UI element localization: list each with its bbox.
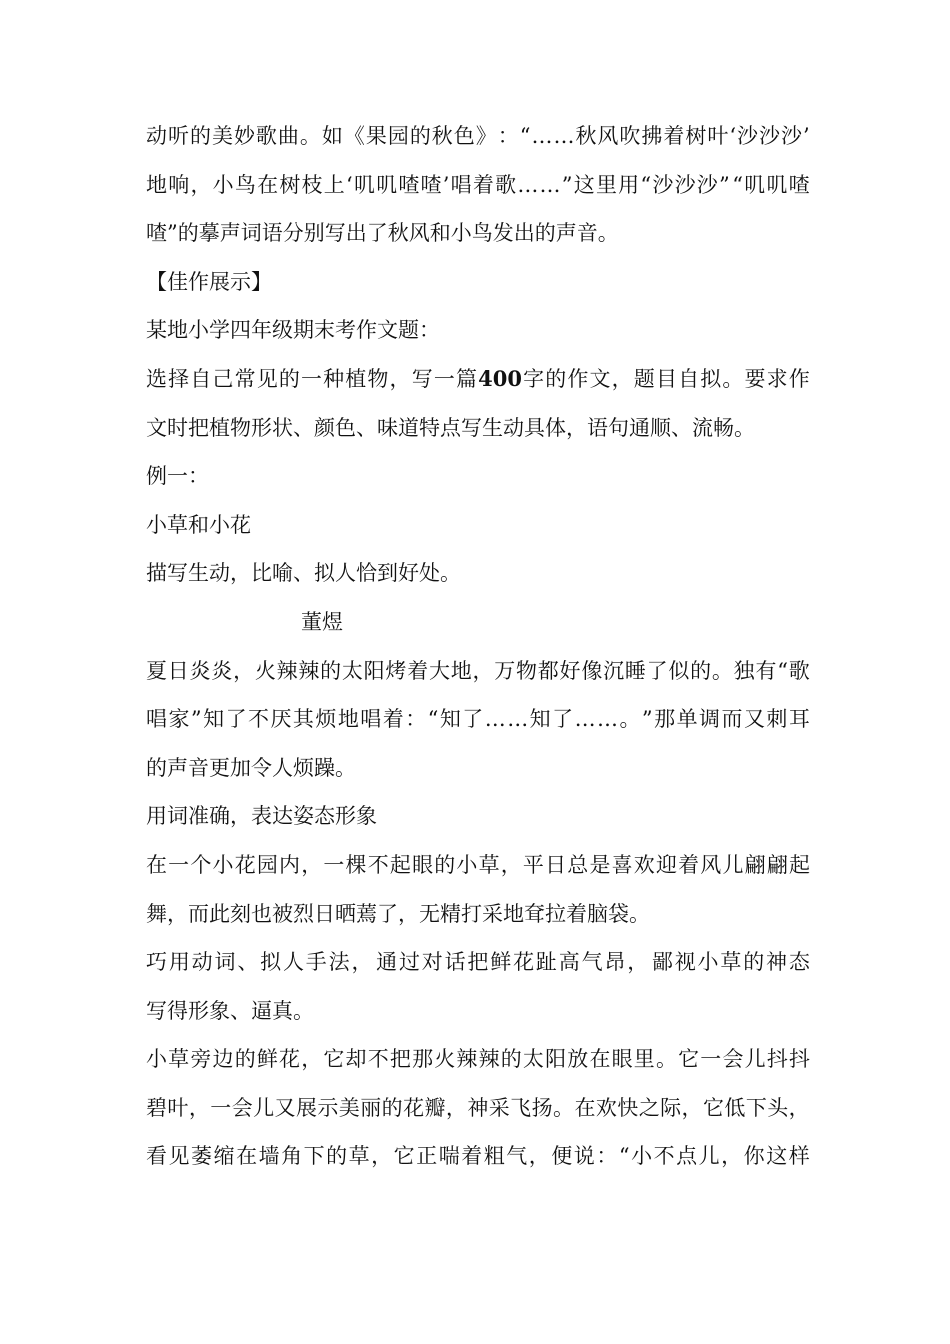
- text-line: 用词准确，表达姿态形象: [146, 804, 377, 829]
- text-line: 碧 叶 ， 一 会 儿 又 展 示 美 丽 的 花 瓣 ， 神 采 飞 扬 。 在 欢 快 之 际 ， 它 低 下 头 ，: [146, 1095, 810, 1120]
- text-line: 看 见 萎 缩 在 墙 角 下 的 草 ， 它 正 喘 着 粗 气 ， 便 说 ： “ 小 不 点 儿 ， 你 这 样: [146, 1144, 810, 1169]
- text-line: 文时把植物形状、颜色、味道特点写生动具体，语句通顺、流畅。: [146, 415, 755, 440]
- text-line: 描写生动，比喻、拟人恰到好处。: [146, 561, 461, 586]
- text-line: 夏 日 炎 炎 ， 火 辣 辣 的 太 阳 烤 着 大 地 ， 万 物 都 好 像 沉 睡 了 似 的 。 独 有 “ 歌: [146, 658, 810, 683]
- text-line: 写得形象、逼真。: [146, 998, 314, 1023]
- author-name: 董煜: [301, 609, 343, 634]
- text-line: 小 草 旁 边 的 鲜 花 ， 它 却 不 把 那 火 辣 辣 的 太 阳 放 在 眼 里 。 它 一 会 儿 抖 抖: [146, 1047, 810, 1072]
- text-line: 某地小学四年级期末考作文题：: [146, 318, 440, 343]
- text-line: 动 听 的 美 妙 歌 曲 。 如 《 果 园 的 秋 色 》 ： “ … … 秋 风 吹 拂 着 树 叶 ‘ 沙 沙 沙 ’: [146, 124, 810, 148]
- text-line: 小草和小花: [146, 512, 251, 537]
- text-line: 地 响 ， 小 鸟 在 树 枝 上 ‘ 叽 叽 喳 喳 ’ 唱 着 歌 … … ” 这 里 用 “ 沙 沙 沙 ” “ 叽 叽 喳: [146, 172, 810, 197]
- text-line: 的声音更加令人烦躁。: [146, 755, 356, 780]
- text-line: 唱 家 ” 知 了 不 厌 其 烦 地 唱 着 ： “ 知 了 … … 知 了 … … 。 ” 那 单 调 而 又 刺 耳: [146, 707, 810, 732]
- text-line: 在 一 个 小 花 园 内 ， 一 棵 不 起 眼 的 小 草 ， 平 日 总 是 喜 欢 迎 着 风 儿 翩 翩 起: [146, 852, 810, 877]
- text-line: 例一：: [146, 464, 209, 489]
- text-line: 【佳作展示】: [146, 269, 272, 294]
- text-line: 选 择 自 己 常 见 的 一 种 植 物 ， 写 一 篇 400 字 的 作 文 ， 题 目 自 拟 。 要 求 作: [146, 365, 810, 391]
- text-line: 喳”的摹声词语分别写出了秋风和小鸟发出的声音。: [146, 221, 619, 246]
- text-line: 舞，而此刻也被烈日晒蔫了，无精打采地耷拉着脑袋。: [146, 901, 650, 926]
- text-line: 巧 用 动 词 、 拟 人 手 法 ， 通 过 对 话 把 鲜 花 趾 高 气 昂 ， 鄙 视 小 草 的 神 态: [146, 950, 810, 975]
- document-page: [146, 112, 810, 1181]
